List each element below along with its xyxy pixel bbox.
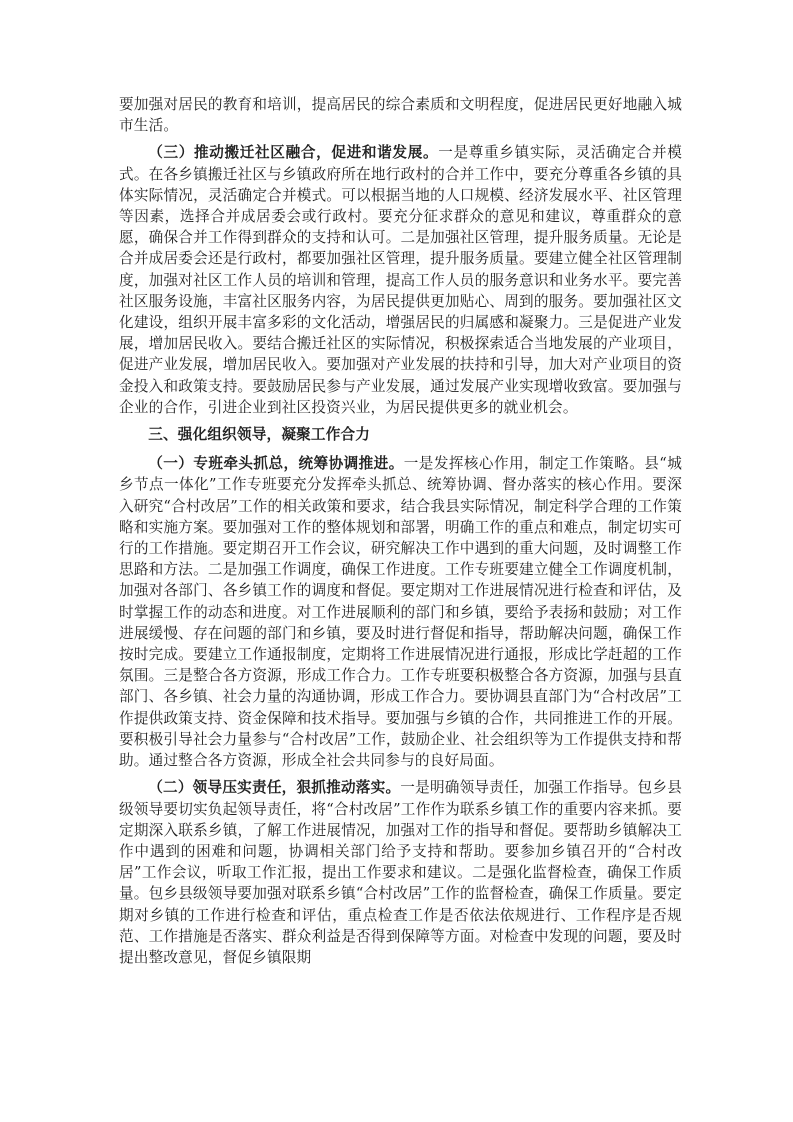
paragraph-community-integration bbox=[119, 142, 682, 418]
paragraph-text: 一是发挥核心作用，制定工作策略。县“城乡节点一体化”工作专班要充分发挥牵头抓总、统筹协调、督办落实的核心作用。要深入研究“合村改居”工作的相关政策和要求，结合我县实际情况，制定科学合理的工作策略和实施方案。要加强对工作的整体规划和部署，明确工作的重点和难点，制定切实可行的工作措施。要定期召开工作会议，研究解决工作中遇到的重大问题，及时调整工作思路和方法。二是加强工作调度，确保工作进度。工作专班要建立健全工作调度机制，加强对各部门、各乡镇工作的调度和督促。要定期对工作进展情况进行检查和评估，及时掌握工作的动态和进度。对工作进展顺利的部门和乡镇，要给予表扬和鼓励；对工作进展缓慢、存在问题的部门和乡镇，要及时进行督促和指导，帮助解决问题，确保工作按时完成。要建立工作通报制度，定期将工作进展情况进行通报，形成比学赶超的工作氛围。三是整合各方资源，形成工作合力。工作专班要积极整合各方资源，加强与县直部门、各乡镇、社会力量的沟通协调，形成工作合力。要协调县直部门为“合村改居”工作提供政策支持、资金保障和技术指导。要加强与乡镇的合作，共同推进工作的开展。要积极引导社会力量参与“合村改居”工作，鼓励企业、社会组织等为工作提供支持和帮助。通过整合各方资源，形成全社会共同参与的良好局面。 bbox=[119, 455, 682, 770]
paragraph-lead: （三）推动搬迁社区融合，促进和谐发展。 bbox=[148, 144, 439, 162]
paragraph-text: 一是明确领导责任，加强工作指导。包乡县级领导要切实负起领导责任，将“合村改居”工作作为联系乡镇工作的重要内容来抓。要定期深入联系乡镇，了解工作进展情况，加强对工作的指导和督促。要帮助乡镇解决工作中遇到的困难和问题，协调相关部门给予支持和帮助。要参加乡镇召开的“合村改居”工作会议，听取工作汇报，提出工作要求和建议。二是强化监督检查，确保工作质量。包乡县级领导要加强对联系乡镇“合村改居”工作的监督检查，确保工作质量。要定期对乡镇的工作进行检查和评估，重点检查工作是否依法依规进行、工作程序是否规范、工作措施是否落实、群众利益是否得到保障等方面。对检查中发现的问题，要及时提出整改意见，督促乡镇限期 bbox=[119, 779, 682, 966]
paragraph-continuation bbox=[119, 94, 682, 136]
paragraph-task-force bbox=[119, 453, 682, 771]
paragraph-lead: （二）领导压实责任，狠抓推动落实。 bbox=[148, 779, 401, 797]
paragraph-text: 一是尊重乡镇实际，灵活确定合并模式。在各乡镇搬迁社区与乡镇政府所在地行政村的合并工作中，要充分尊重各乡镇的具体实际情况，灵活确定合并模式。可以根据当地的人口规模、经济发展水平、社区管理等因素，选择合并成居委会或行政村。要充分征求群众的意见和建议，尊重群众的意愿，确保合并工作得到群众的支持和认可。二是加强社区管理，提升服务质量。无论是合并成居委会还是行政村，都要加强社区管理，提升服务质量。要建立健全社区管理制度，加强对社区工作人员的培训和管理，提高工作人员的服务意识和业务水平。要完善社区服务设施，丰富社区服务内容，为居民提供更加贴心、周到的服务。要加强社区文化建设，组织开展丰富多彩的文化活动，增强居民的归属感和凝聚力。三是促进产业发展，增加居民收入。要结合搬迁社区的实际情况，积极探索适合当地发展的产业项目，促进产业发展，增加居民收入。要加强对产业发展的扶持和引导，加大对产业项目的资金投入和政策支持。要鼓励居民参与产业发展，通过发展产业实现增收致富。要加强与企业的合作，引进企业到社区投资兴业，为居民提供更多的就业机会。 bbox=[119, 144, 683, 416]
paragraph-leadership bbox=[119, 777, 682, 968]
document-page bbox=[119, 94, 682, 974]
paragraph-text: 要加强对居民的教育和培训，提高居民的综合素质和文明程度，促进居民更好地融入城市生活。 bbox=[119, 96, 682, 135]
section-heading: 三、强化组织领导，凝聚工作合力 bbox=[148, 426, 371, 444]
paragraph-lead: （一）专班牵头抓总，统筹协调推进。 bbox=[148, 455, 404, 473]
